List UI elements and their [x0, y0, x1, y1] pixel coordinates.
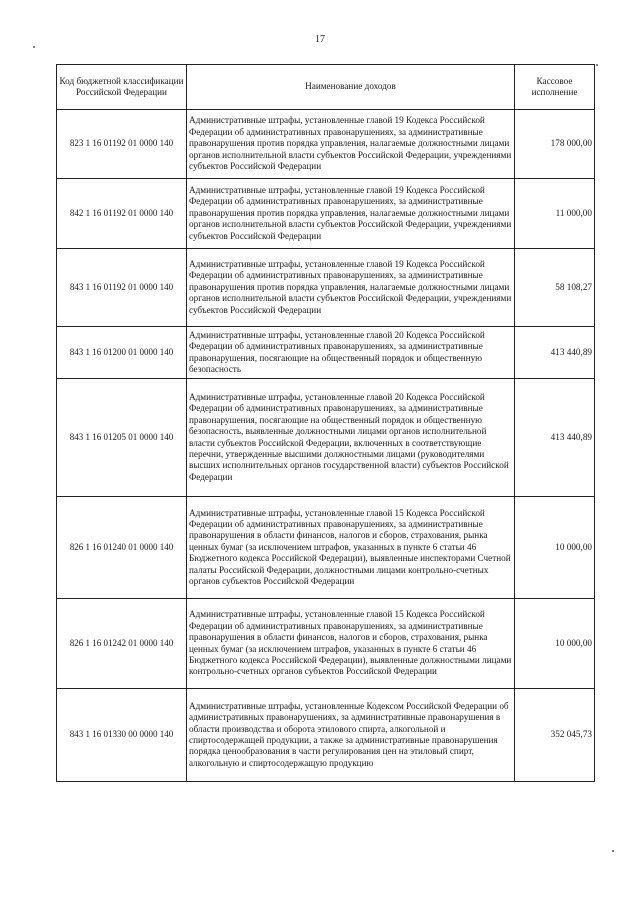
row-code: 843 1 16 01192 01 0000 140: [57, 249, 187, 327]
table-row: [57, 497, 595, 599]
row-amount: 413 440,89: [515, 327, 595, 379]
row-code: 826 1 16 01240 01 0000 140: [57, 497, 187, 599]
row-code: 823 1 16 01192 01 0000 140: [57, 110, 187, 179]
table-row: [57, 379, 595, 497]
row-name: Административные штрафы, установленные главой 20 Кодекса Российской Федерации об административных правонарушениях, за административные правонарушения, посягающие на общественный порядок и общественную безопасность, выявленные должностными лицами органов исполнительной власти субъектов Российской Федерации, включенных в соответствующие перечни, утвержденные высшими должностными лицами (руководителями высших исполнительных органов государственной власти) субъектов Российской Федерации: [187, 379, 515, 497]
table-row: [57, 599, 595, 689]
row-code: 843 1 16 01205 01 0000 140: [57, 379, 187, 497]
row-amount: 178 000,00: [515, 110, 595, 179]
row-amount: 10 000,00: [515, 599, 595, 689]
row-name: Административные штрафы, установленные главой 15 Кодекса Российской Федерации об административных правонарушениях, за административные правонарушения в области финансов, налогов и сборов, страхования, рынка ценных бумаг (за исключением штрафов, указанных в пункте 6 статьи 46 Бюджетного кодекса Российской Федерации), выявленные инспекторами Счетной палаты Российской Федерации, должностными лицами контрольно-счетных органов субъектов Российской Федерации: [187, 497, 515, 599]
header-code: Код бюджетной классификации Российской Федерации: [57, 65, 187, 110]
row-amount: 11 000,00: [515, 179, 595, 249]
row-code: 826 1 16 01242 01 0000 140: [57, 599, 187, 689]
page-number: 17: [315, 34, 325, 45]
row-name: Административные штрафы, установленные главой 19 Кодекса Российской Федерации об административных правонарушениях, за административные правонарушения против порядка управления, налагаемые должностными лицами органов исполнительной власти субъектов Российской Федерации, учреждениями субъектов Российской Федерации: [187, 179, 515, 249]
row-name: Административные штрафы, установленные главой 20 Кодекса Российской Федерации об административных правонарушениях, за административные правонарушения, посягающие на общественный порядок и общественную безопасность: [187, 327, 515, 379]
row-name: Административные штрафы, установленные главой 19 Кодекса Российской Федерации об административных правонарушениях, за административные правонарушения против порядка управления, налагаемые должностными лицами органов исполнительной власти субъектов Российской Федерации, учреждениями субъектов Российской Федерации: [187, 110, 515, 179]
scan-speck: [33, 46, 35, 48]
row-amount: 352 045,73: [515, 689, 595, 782]
row-amount: 58 108,27: [515, 249, 595, 327]
revenue-table: [56, 64, 595, 782]
row-code: 843 1 16 01200 01 0000 140: [57, 327, 187, 379]
table-row: [57, 689, 595, 782]
scan-speck: [596, 64, 598, 66]
row-name: Административные штрафы, установленные главой 15 Кодекса Российской Федерации об административных правонарушениях, за административные правонарушения в области финансов, налогов и сборов, страхования, рынка ценных бумаг (за исключением штрафов, указанных в пункте 6 статьи 46 Бюджетного кодекса Российской Федерации), выявленные должностными лицами контрольно-счетных органов субъектов Российской Федерации: [187, 599, 515, 689]
row-name: Административные штрафы, установленные главой 19 Кодекса Российской Федерации об административных правонарушениях, за административные правонарушения против порядка управления, налагаемые должностными лицами органов исполнительной власти субъектов Российской Федерации, учреждениями субъектов Российской Федерации: [187, 249, 515, 327]
table-row: [57, 249, 595, 327]
header-amount: Кассовое исполнение: [515, 65, 595, 110]
table-row: [57, 110, 595, 179]
row-amount: 413 440,89: [515, 379, 595, 497]
table-row: [57, 327, 595, 379]
row-code: 843 1 16 01330 00 0000 140: [57, 689, 187, 782]
header-name: Наименование доходов: [187, 65, 515, 110]
row-code: 842 1 16 01192 01 0000 140: [57, 179, 187, 249]
table-row: [57, 179, 595, 249]
row-name: Административные штрафы, установленные Кодексом Российской Федерации об административных правонарушениях, за административные правонарушения в области производства и оборота этилового спирта, алкогольной и спиртосодержащей продукции, а также за административные правонарушения порядка ценообразования в части регулирования цен на этиловый спирт, алкогольную и спиртосодержащую продукцию: [187, 689, 515, 782]
table-header-row: [57, 65, 595, 110]
scan-speck: [612, 850, 614, 852]
row-amount: 10 000,00: [515, 497, 595, 599]
